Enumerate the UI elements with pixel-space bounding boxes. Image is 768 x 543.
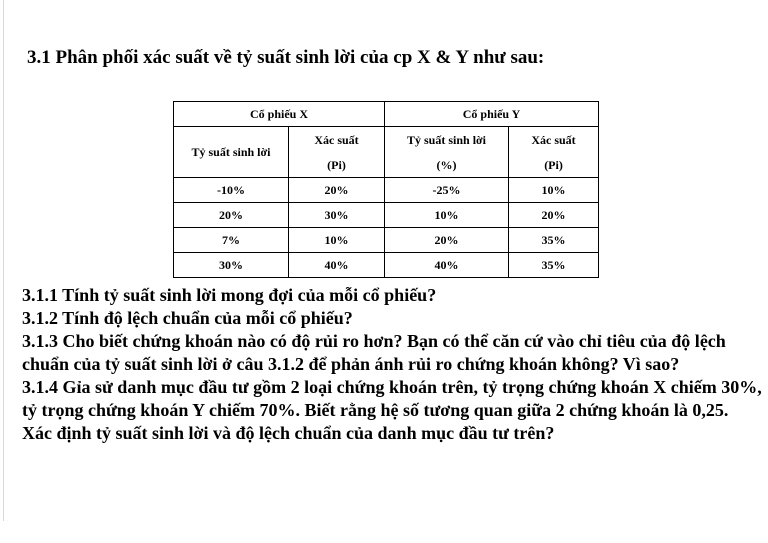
group-header-stock-y: Cổ phiếu Y xyxy=(385,102,599,127)
x-probability-subheader: (Pi) xyxy=(289,153,385,178)
probability-distribution-table xyxy=(173,101,599,278)
group-header-stock-x: Cổ phiếu X xyxy=(174,102,385,127)
table-column-header-row xyxy=(174,127,599,154)
table-cell: -10% xyxy=(174,178,289,203)
table-group-header-row xyxy=(174,102,599,127)
table-cell: 40% xyxy=(385,253,509,278)
table-cell: 35% xyxy=(509,228,599,253)
table-cell: 20% xyxy=(289,178,385,203)
y-probability-header: Xác suất xyxy=(509,127,599,154)
y-return-subheader: (%) xyxy=(385,153,509,178)
table-row xyxy=(174,228,599,253)
table-cell: 40% xyxy=(289,253,385,278)
y-return-header: Tỷ suất sinh lời xyxy=(385,127,509,154)
table-cell: 20% xyxy=(385,228,509,253)
table-cell: 30% xyxy=(289,203,385,228)
question-3-1-1: 3.1.1 Tính tỷ suất sinh lời mong đợi của mỗi cổ phiếu? xyxy=(22,285,437,305)
table-cell: 35% xyxy=(509,253,599,278)
table-cell: 20% xyxy=(174,203,289,228)
table-cell: 7% xyxy=(174,228,289,253)
table-cell: -25% xyxy=(385,178,509,203)
x-return-header: Tỷ suất sinh lời xyxy=(174,127,289,178)
x-probability-header: Xác suất xyxy=(289,127,385,154)
table-cell: 10% xyxy=(509,178,599,203)
question-3-1-2: 3.1.2 Tính độ lệch chuẩn của mỗi cổ phiếu? xyxy=(22,308,353,328)
question-3-1-3: 3.1.3 Cho biết chứng khoán nào có độ rủi ro hơn? Bạn có thể căn cứ vào chỉ tiêu của độ lệch chuẩn của tỷ suất sinh lời ở câu 3.1.2 để phản ánh rủi ro chứng khoán không? Vì sao? xyxy=(22,331,726,374)
y-probability-subheader: (Pi) xyxy=(509,153,599,178)
table-row xyxy=(174,203,599,228)
table-cell: 10% xyxy=(289,228,385,253)
question-list xyxy=(22,284,762,445)
left-margin-rule xyxy=(3,0,4,521)
table-cell: 20% xyxy=(509,203,599,228)
table-cell: 30% xyxy=(174,253,289,278)
question-3-1-4: 3.1.4 Gỉa sử danh mục đầu tư gồm 2 loại chứng khoán trên, tỷ trọng chứng khoán X chiếm 30%, tỷ trọng chứng khoán Y chiếm 70%. Biết rằng hệ số tương quan giữa 2 chứng khoán là 0,25. Xác định tỷ suất sinh lời và độ lệch chuẩn của danh mục đầu tư trên? xyxy=(22,377,762,443)
table-row xyxy=(174,178,599,203)
table-cell: 10% xyxy=(385,203,509,228)
section-heading: 3.1 Phân phối xác suất về tỷ suất sinh lời của cp X & Y như sau: xyxy=(27,47,545,68)
table-row xyxy=(174,253,599,278)
